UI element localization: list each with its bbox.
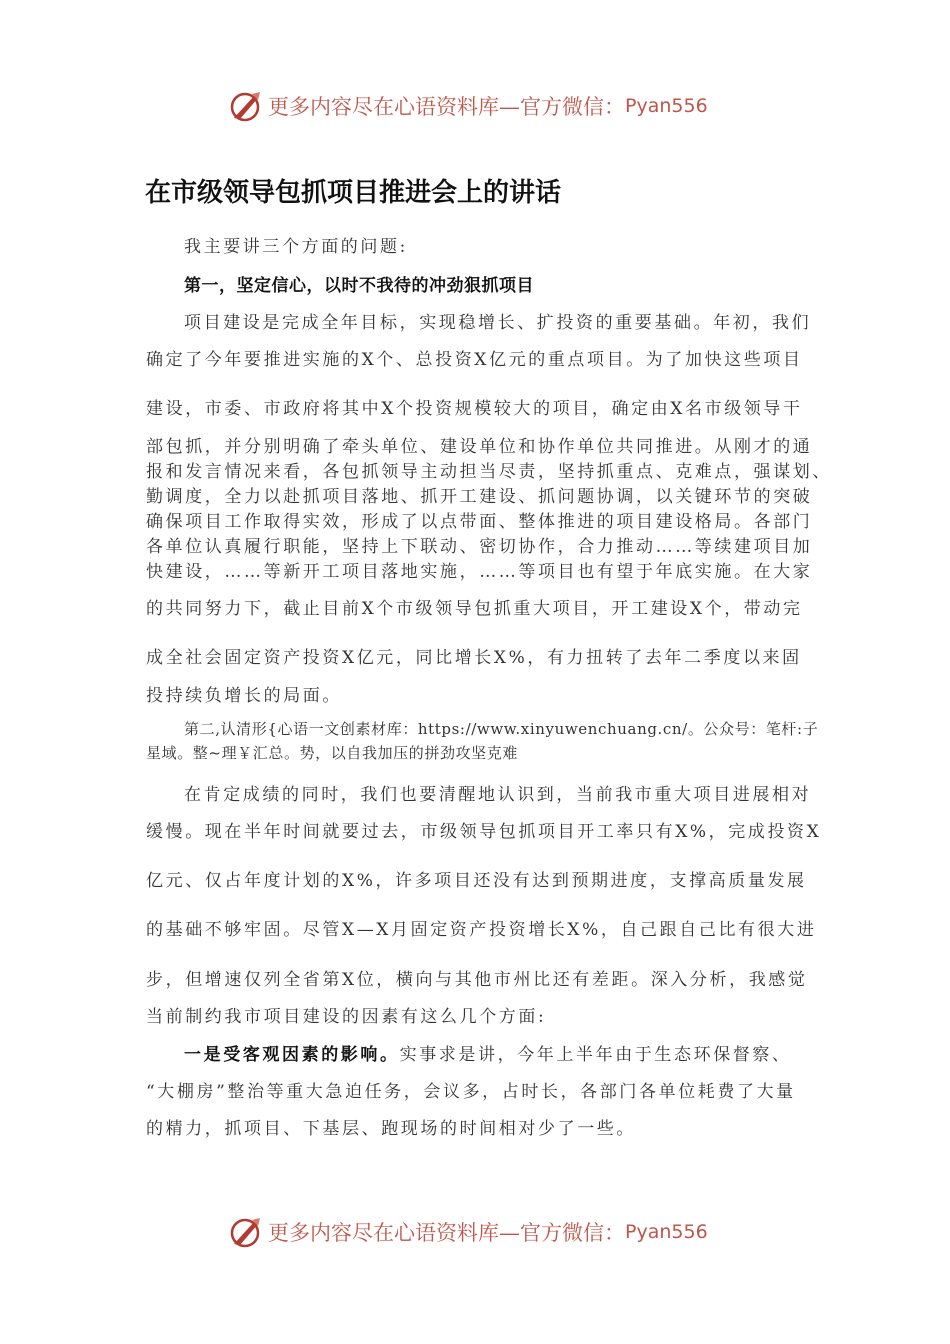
paragraph-line: 快建设，……等新开工项目落地实施，……等项目也有望于年底实施。在大家 (146, 562, 813, 582)
banner-text: 更多内容尽在心语资料库—官方微信： (268, 1221, 625, 1245)
banner-text: 更多内容尽在心语资料库—官方微信： (268, 95, 625, 119)
paragraph-line: 的基础不够牢固。尽管X—X月固定资产投资增长X%，自己跟自己比有很大进 (146, 920, 817, 940)
pen-nib-circle-icon (228, 1214, 264, 1250)
paragraph-line: 成全社会固定资产投资X亿元，同比增长X%，有力扭转了去年二季度以来固 (146, 648, 802, 668)
paragraph-line: 当前制约我市项目建设的因素有这么几个方面: (146, 1007, 547, 1027)
section-heading-2-cont: 星域。整~理￥汇总。势，以自我加压的拼劲攻坚克难 (146, 744, 518, 762)
paragraph-line: 的共同努力下，截止目前X个市级领导包抓重大项目，开工建设X个，带动完 (146, 599, 803, 619)
paragraph-line: 报和发言情况来看，各包抓领导主动担当尽责，坚持抓重点、克难点，强谋划、 (146, 462, 832, 482)
header-banner (228, 86, 728, 126)
section-heading-1: 第一，坚定信心，以时不我待的冲劲狠抓项目 (184, 276, 534, 296)
paragraph-line: 步，但增速仅列全省第X位，横向与其他市州比还有差距。深入分析，我感觉 (146, 970, 808, 990)
document-title: 在市级领导包抓项目推进会上的讲话 (145, 178, 562, 208)
paragraph-line: 确定了今年要推进实施的X个、总投资X亿元的重点项目。为了加快这些项目 (146, 350, 803, 370)
section-heading-2: 第二,认清形{心语一文创素材库：https://www.xinyuwenchuang.cn/。公众号：笔杆:子 (184, 720, 819, 738)
paragraph-line: “大棚房”整治等重大急迫任务，会议多，占时长，各部门各单位耗费了大量 (146, 1082, 796, 1102)
paragraph-line: 缓慢。现在半年时间就要过去，市级领导包抓项目开工率只有X%，完成投资X (146, 822, 822, 842)
point-text: 实事求是讲，今年上半年由于生态环保督察、 (399, 1045, 792, 1065)
paragraph-line: 勤调度，全力以赴抓项目落地、抓开工建设、抓问题协调，以关键环节的突破 (146, 487, 813, 507)
paragraph-line: 项目建设是完成全年目标，实现稳增长、扩投资的重要基础。年初，我们 (184, 313, 812, 333)
banner-wechat-id: Pyan556 (625, 1221, 708, 1243)
paragraph-line: 的精力，抓项目、下基层、跑现场的时间相对少了一些。 (146, 1119, 636, 1139)
intro-line: 我主要讲三个方面的问题: (184, 237, 408, 257)
paragraph-line: 亿元、仅占年度计划的X%，许多项目还没有达到预期进度，支撑高质量发展 (146, 871, 807, 891)
point-lead: 一是受客观因素的影响。 (184, 1045, 400, 1065)
paragraph-line: 各单位认真履行职能，坚持上下联动、密切协作，合力推动……等续建项目加 (146, 537, 813, 557)
paragraph-line: 在肯定成绩的同时，我们也要清醒地认识到，当前我市重大项目进展相对 (184, 785, 812, 805)
paragraph-line: 部包抓，并分别明确了牵头单位、建设单位和协作单位共同推进。从刚才的通 (146, 437, 813, 457)
footer-banner (228, 1212, 728, 1252)
paragraph-line (184, 1040, 792, 1065)
paragraph-line: 确保项目工作取得实效，形成了以点带面、整体推进的项目建设格局。各部门 (146, 512, 813, 532)
paragraph-line: 建设，市委、市政府将其中X个投资规模较大的项目，确定由X名市级领导干 (146, 399, 803, 419)
pen-nib-circle-icon (228, 88, 264, 124)
banner-wechat-id: Pyan556 (625, 95, 708, 117)
paragraph-line: 投持续负增长的局面。 (146, 686, 342, 706)
